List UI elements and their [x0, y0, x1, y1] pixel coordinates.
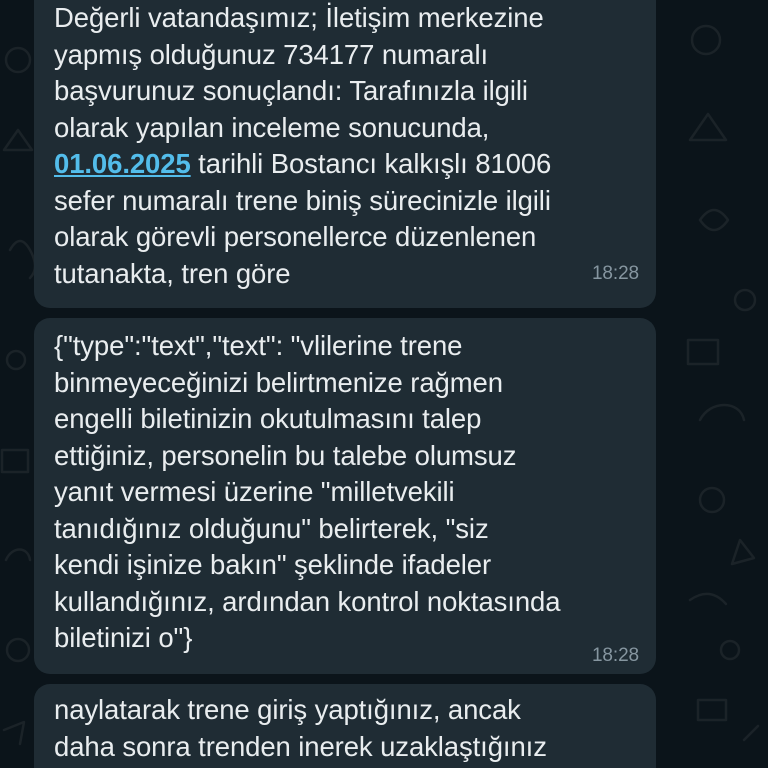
message-line: naylatarak trene giriş yaptığınız, ancak	[54, 694, 521, 725]
message-line: sefer numaralı trene biniş sürecinizle ilgili	[54, 184, 551, 216]
message-text	[54, 692, 646, 765]
message-timestamp: 18:28	[591, 645, 639, 666]
message-line: yanıt vermesi üzerine "milletvekili	[54, 476, 455, 507]
incoming-message-bubble[interactable]	[34, 0, 656, 308]
message-line: engelli biletinizin okutulmasını talep	[54, 403, 482, 434]
message-line: ettiğiniz, personelin bu talebe olumsuz	[54, 439, 517, 471]
message-text	[54, 0, 646, 292]
incoming-message-bubble[interactable]	[34, 684, 656, 768]
message-line: başvurunuz sonuçlandı: Tarafınızla ilgili	[54, 75, 528, 106]
message-line	[54, 146, 646, 183]
message-line: tutanakta, tren göre	[54, 257, 291, 289]
message-line: olarak görevli personellerce düzenlenen	[54, 221, 537, 252]
message-line: yapmış olduğunuz 734177 numaralı	[54, 38, 489, 70]
message-line: kullandığınız, ardından kontrol noktasında	[54, 585, 561, 617]
message-line: tanıdığınız olduğunu" belirterek, "siz	[54, 512, 489, 544]
message-line: {"type":"text","text": "vlilerine trene	[54, 330, 463, 361]
message-line-rest: tarihli Bostancı kalkışlı 81006	[190, 148, 552, 179]
message-timestamp: 18:28	[591, 263, 639, 284]
message-line: binmeyeceğinizi belirtmenize rağmen	[54, 366, 503, 398]
date-link[interactable]: 01.06.2025	[54, 148, 191, 179]
message-line: kendi işinize bakın" şeklinde ifadeler	[54, 549, 492, 580]
message-line: olarak yapılan inceleme sonucunda,	[54, 111, 490, 143]
message-text	[54, 328, 646, 657]
message-line: daha sonra trenden inerek uzaklaştığınız	[54, 730, 547, 762]
incoming-message-bubble[interactable]	[34, 318, 656, 674]
message-line: Değerli vatandaşımız; İletişim merkezine	[54, 2, 544, 33]
message-line: biletinizi o"}	[54, 622, 193, 653]
